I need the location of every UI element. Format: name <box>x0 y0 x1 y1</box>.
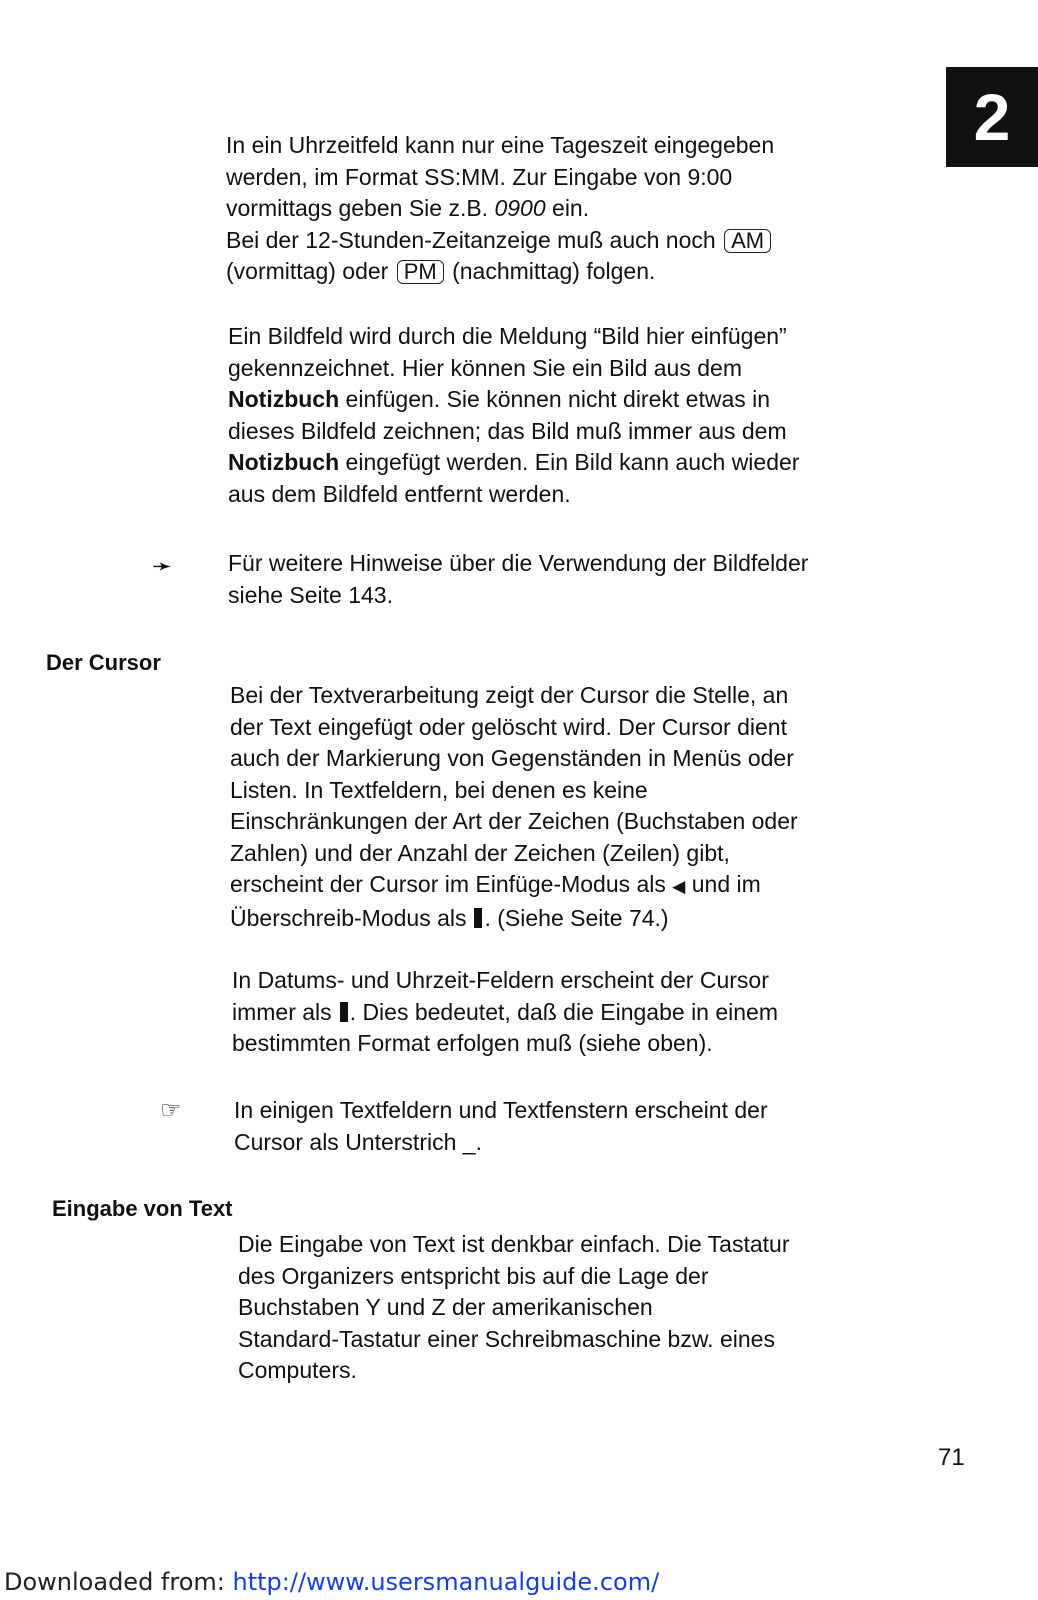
text-line: (vormittag) oder PM (nachmittag) folgen. <box>226 258 656 284</box>
text-line: In ein Uhrzeitfeld kann nur eine Tageszeit eingegeben <box>226 132 775 158</box>
footer-link[interactable]: http://www.usersmanualguide.com/ <box>232 1568 660 1596</box>
text-line: vormittags geben Sie z.B. 0900 ein. <box>226 195 590 221</box>
page-number: 71 <box>938 1444 965 1471</box>
text-line: werden, im Format SS:MM. Zur Eingabe von 9:00 <box>226 163 733 190</box>
text-line: aus dem Bildfeld entfernt werden. <box>228 480 571 507</box>
section-heading-text-input: Eingabe von Text <box>52 1196 233 1221</box>
key-am: AM <box>724 229 771 253</box>
text-line: Die Eingabe von Text ist denkbar einfach. Die Tastatur <box>238 1231 790 1257</box>
text-line: des Organizers entspricht bis auf die Lage der <box>238 1262 709 1289</box>
text-line: erscheint der Cursor im Einfüge-Modus als ◀ und im <box>230 871 761 897</box>
arrow-icon: ➛ <box>152 553 173 580</box>
text-line: Listen. In Textfeldern, bei denen es keine <box>230 776 648 803</box>
pointing-hand-icon: ☞ <box>160 1097 182 1124</box>
text-line: Standard-Tastatur einer Schreibmaschine bzw. eines <box>238 1325 775 1352</box>
footer-label: Downloaded from: <box>4 1568 233 1596</box>
text-line: Überschreib-Modus als . (Siehe Seite 74.) <box>230 904 669 931</box>
key-pm: PM <box>397 260 444 284</box>
paragraph-cursor <box>230 680 798 934</box>
block-cursor-icon <box>474 908 482 928</box>
insert-cursor-icon: ◀ <box>672 877 686 896</box>
text-line: Zahlen) und der Anzahl der Zeichen (Zeilen) gibt, <box>230 839 730 866</box>
note-image-field <box>228 548 808 611</box>
paragraph-text-input <box>238 1229 789 1387</box>
text-line: auch der Markierung von Gegenständen in Menüs oder <box>230 745 794 771</box>
text-line: immer als . Dies bedeutet, daß die Eingabe in einem <box>232 998 779 1025</box>
text-line: der Text eingefügt oder gelöscht wird. Der Cursor dient <box>230 713 787 740</box>
paragraph-image-field <box>228 321 799 510</box>
paragraph-time-field <box>226 130 774 288</box>
text-line: siehe Seite 143. <box>228 581 393 608</box>
text-line: dieses Bildfeld zeichnen; das Bild muß immer aus dem <box>228 417 787 444</box>
note-underline-cursor <box>234 1095 768 1158</box>
bold-term: Notizbuch <box>228 449 340 475</box>
block-cursor-icon <box>340 1002 348 1022</box>
text-line: bestimmten Format erfolgen muß (siehe oben). <box>232 1030 713 1056</box>
chapter-tab: 2 <box>946 67 1038 167</box>
text-line: Für weitere Hinweise über die Verwendung der Bildfelder <box>228 550 809 576</box>
section-heading-cursor: Der Cursor <box>46 650 161 675</box>
text-line: Notizbuch eingefügt werden. Ein Bild kann auch wieder <box>228 449 800 475</box>
download-footer <box>4 1568 659 1596</box>
text-line: Computers. <box>238 1357 357 1383</box>
paragraph-cursor-date <box>232 965 778 1060</box>
text-line: In Datums- und Uhrzeit-Feldern erscheint der Cursor <box>232 967 769 993</box>
text-line: Einschränkungen der Art der Zeichen (Buchstaben oder <box>230 808 798 834</box>
example-input: 0900 <box>494 195 546 221</box>
text-line: Buchstaben Y und Z der amerikanischen <box>238 1294 653 1320</box>
text-line: Bei der Textverarbeitung zeigt der Cursor die Stelle, an <box>230 682 789 708</box>
text-line: gekennzeichnet. Hier können Sie ein Bild aus dem <box>228 354 742 381</box>
text-line: Bei der 12-Stunden-Zeitanzeige muß auch noch AM <box>226 225 774 257</box>
text-line: In einigen Textfeldern und Textfenstern erscheint der <box>234 1097 768 1123</box>
text-line: Notizbuch einfügen. Sie können nicht direkt etwas in <box>228 386 771 412</box>
bold-term: Notizbuch <box>228 386 340 412</box>
text-line: Cursor als Unterstrich _. <box>234 1128 482 1155</box>
text-line: Ein Bildfeld wird durch die Meldung “Bild hier einfügen” <box>228 323 787 349</box>
